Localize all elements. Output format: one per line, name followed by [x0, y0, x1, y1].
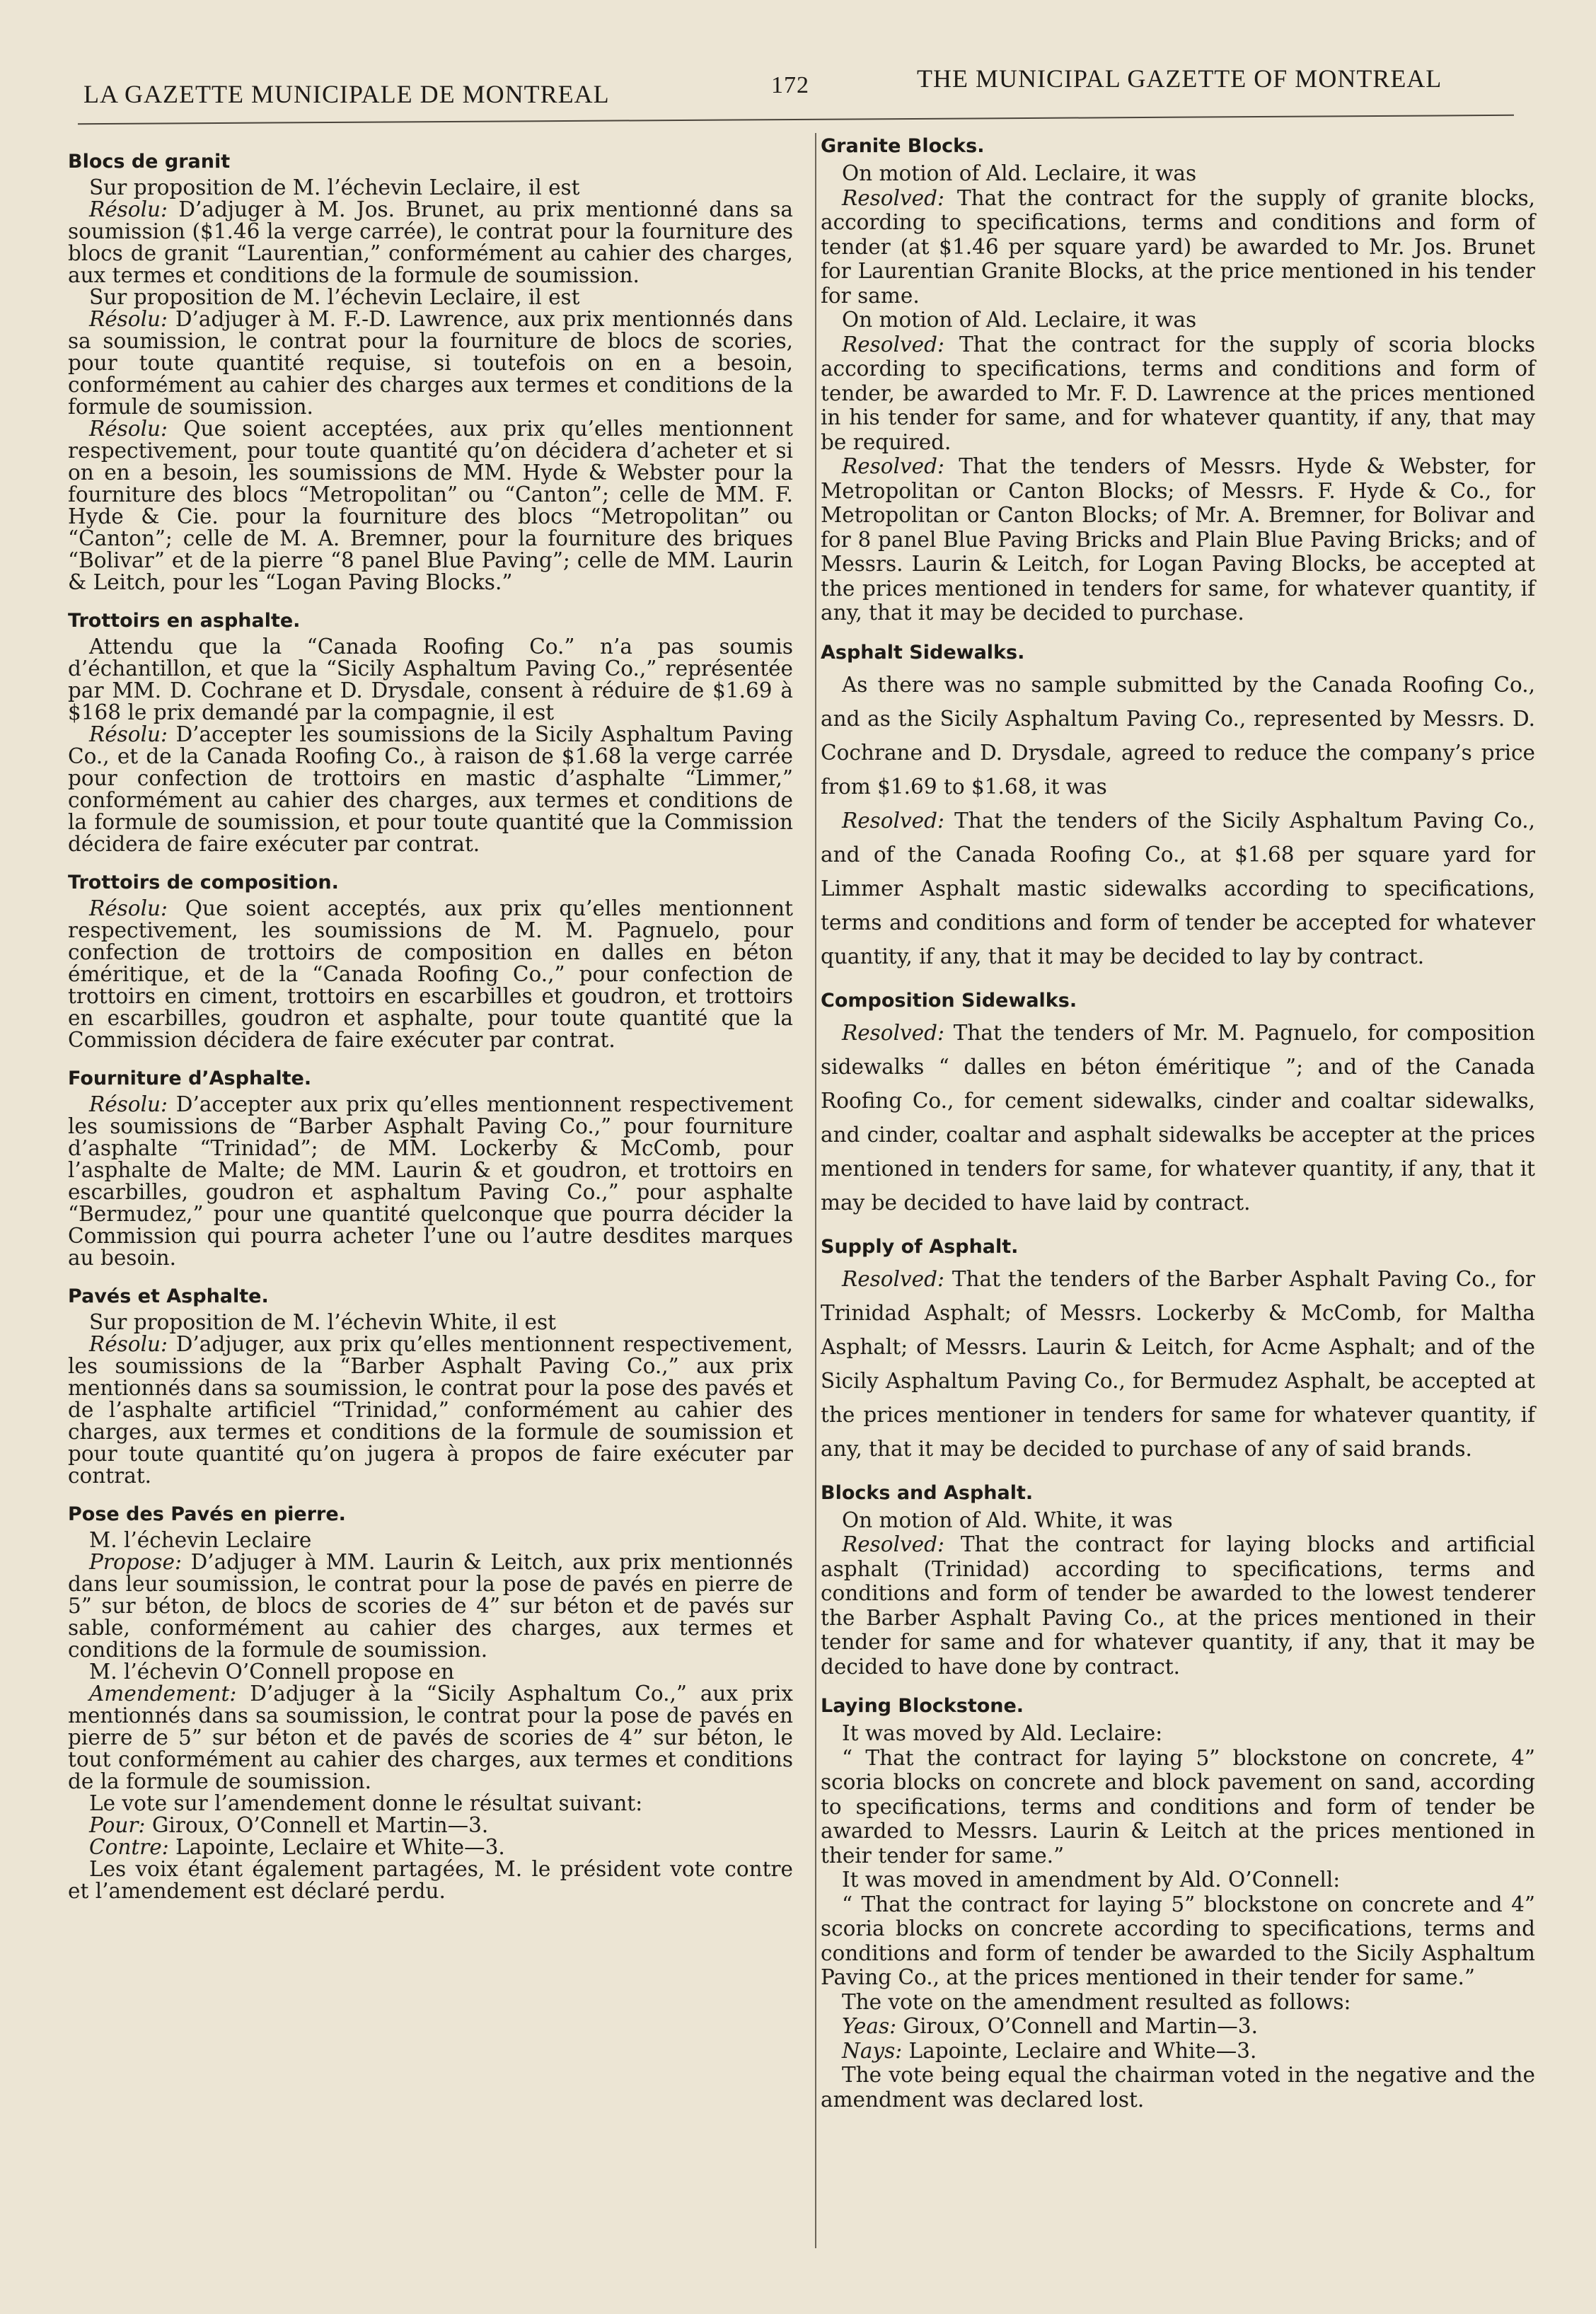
resolution-lead: Resolved: [842, 1266, 944, 1291]
resolution-lead: Resolved: [842, 1020, 944, 1045]
paragraph-text: “ That the contract for laying 5” blockstone on concrete and 4” scoria blocks on concrete according to specifications, terms and conditions and form of tender be awarded to the Sicily Asphaltum Paving Co., at the prices mentioned in their tender for same.” [821, 1892, 1535, 1989]
paragraph-text: That the tenders of the Sicily Asphaltum Paving Co., and of the Canada Roofing Co., at $1.68 per square yard for Limmer Asphalt mastic sidewalks according to specifications, terms and conditions and form of tender be accepted for whatever quantity, if any, that it may be decided to lay by contract. [821, 808, 1535, 968]
paragraph-text: As there was no sample submitted by the Canada Roofing Co., and as the Sicily Asphaltum Paving Co., represented by Messrs. D. Cochrane and D. Drysdale, agreed to reduce the company’s price from $1.69 to $1.68, it was [821, 672, 1535, 799]
paragraph-text: Les voix étant également partagées, M. le président vote contre et l’amendement est déclaré perdu. [68, 1857, 793, 1903]
paragraph-text: Lapointe, Leclaire et White—3. [168, 1835, 505, 1859]
french-section-heading: Trottoirs de composition. [68, 872, 339, 893]
paragraph-text: Sur proposition de M. l’échevin Leclaire, il est [89, 175, 580, 199]
masthead-english-title: THE MUNICIPAL GAZETTE OF MONTREAL [917, 64, 1442, 93]
french-paragraph [68, 1793, 793, 1815]
resolution-lead: Résolu: [89, 722, 168, 746]
paragraph-text: Que soient acceptées, aux prix qu’elles mentionnent respectivement, pour toute quantité qu’on décidera d’acheter et si on en a besoin, les soumissions de MM. Hyde & Webster pour la fourniture des blocs “Metropolitan” ou “Canton”; celle de MM. F. Hyde & Cie. pour la fourniture des blocs “Metropolitan” ou “Canton”; celle de M. A. Bremner, pour la fourniture des briques “Bolivar” et de la pierre “8 panel Blue Paving”; celle de MM. Laurin & Leitch, pour les “Logan Paving Blocks.” [68, 417, 793, 594]
english-paragraph [821, 1746, 1535, 1868]
french-section-heading: Blocs de granit [68, 151, 231, 173]
resolution-lead: Résolu: [89, 417, 168, 441]
paragraph-text: That the tenders of Mr. M. Pagnuelo, for composition sidewalks “ dalles en béton éméritique ”; and of the Canada Roofing Co., for cement sidewalks, cinder and coaltar sidewalks, and cinder, coaltar and asphalt sidewalks be accepter at the prices mentioned in tenders for same, for whatever quantity, if any, that it may be decided to have laid by contract. [821, 1020, 1535, 1215]
english-section-heading: Granite Blocks. [821, 135, 985, 157]
english-paragraph [821, 2063, 1535, 2112]
english-paragraph [821, 1721, 1535, 1746]
paragraph-text: M. l’échevin Leclaire [89, 1528, 312, 1552]
english-paragraph [821, 332, 1535, 455]
french-paragraph [68, 724, 793, 855]
english-section-heading: Supply of Asphalt. [821, 1235, 1019, 1258]
french-paragraph [68, 418, 793, 594]
english-paragraph [821, 804, 1535, 973]
paragraph-text: That the tenders of Messrs. Hyde & Webster, for Metropolitan or Canton Blocks; of Messrs. F. Hyde & Co., for Metropolitan or Canton Blocks; of Mr. A. Bremner, for Bolivar and for 8 panel Blue Paving Bricks and Plain Blue Paving Bricks; and of Messrs. Laurin & Leitch, for Logan Paving Blocks, be accepted at the prices mentioned in tenders for same, for whatever quantity, if any, that it may be decided to purchase. [821, 454, 1535, 625]
paragraph-text: D’adjuger, aux prix qu’elles mentionnent respectivement, les soumissions de la “Barber Asphalt Paving Co.,” aux prix mentionnés dans sa soumission, le contrat pour la pose des pavés et de l’asphalte artificiel “Trinidad,” conformément au cahier des charges, aux termes et conditions de la formule de soumission et pour toute quantité qu’on jugera à propos de faire exécuter par contrat. [68, 1332, 793, 1488]
english-paragraph [821, 1990, 1535, 2015]
resolution-lead: Propose: [89, 1550, 182, 1574]
resolution-lead: Resolved: [842, 332, 944, 357]
paragraph-text: That the tenders of the Barber Asphalt Paving Co., for Trinidad Asphalt; of Messrs. Lockerby & McComb, for Maltha Asphalt; of Messrs. Laurin & Leitch, for Acme Asphalt; and of the Sicily Asphaltum Paving Co., for Bermudez Asphalt, be accepted at the prices mentioner in tenders for same for whatever quantity, if any, that it may be decided to purchase of any of said brands. [821, 1266, 1535, 1461]
resolution-lead: Nays: [842, 2038, 903, 2063]
resolution-lead: Résolu: [89, 197, 168, 221]
french-paragraph [68, 1815, 793, 1836]
french-paragraph [68, 1858, 793, 1902]
english-paragraph [821, 2039, 1535, 2064]
french-paragraph [68, 287, 793, 308]
english-paragraph [821, 1868, 1535, 1892]
column-divider [815, 133, 816, 2248]
english-paragraph [821, 668, 1535, 804]
english-paragraph [821, 1016, 1535, 1220]
resolution-lead: Résolu: [89, 307, 168, 331]
french-section-heading: Fourniture d’Asphalte. [68, 1068, 312, 1089]
english-paragraph [821, 161, 1535, 186]
paragraph-text: D’adjuger à MM. Laurin & Leitch, aux prix mentionnés dans leur soumission, le contrat pour la pose de pavés en pierre de 5” sur béton, de blocs de scories de 4” sur béton et de pavés sur sable, conformément au cahier des charges, aux termes et conditions de la formule de soumission. [68, 1550, 793, 1662]
paragraph-text: D’accepter les soumissions de la Sicily Asphaltum Paving Co., et de la Canada Roofing Co., à raison de $1.68 la verge carrée pour confection de trottoirs en mastic d’asphalte “Limmer,” conformément au cahier des charges, aux termes et conditions de la formule de soumission, et pour toute quantité que la Commission décidera de faire exécuter par contrat. [68, 722, 793, 856]
french-paragraph [68, 1661, 793, 1683]
english-paragraph [821, 2014, 1535, 2039]
resolution-lead: Pour: [89, 1813, 146, 1837]
english-paragraph [821, 308, 1535, 332]
resolution-lead: Résolu: [89, 896, 168, 920]
paragraph-text: Attendu que la “Canada Roofing Co.” n’a pas soumis d’échantillon, et que la “Sicily Asphaltum Paving Co.,” représentée par MM. D. Cochrane et D. Drysdale, consent à réduire de $1.69 à $168 le prix demandé par la compagnie, il est [68, 635, 793, 724]
paragraph-text: On motion of Ald. Leclaire, it was [842, 161, 1197, 185]
paragraph-text: “ That the contract for laying 5” blockstone on concrete, 4” scoria blocks on concrete and block pavement on sand, according to specifications, terms and conditions and form of tender be awarded to Messrs. Laurin & Leitch at the prices mentioned in their tender for same.” [821, 1745, 1535, 1868]
french-paragraph [68, 1683, 793, 1793]
english-section-heading: Laying Blockstone. [821, 1695, 1024, 1717]
resolution-lead: Resolved: [842, 185, 944, 210]
paragraph-text: That the contract for the supply of granite blocks, according to specifications, terms and conditions and form of tender (at $1.46 per square yard) be awarded to Mr. Jos. Brunet for Laurentian Granite Blocks, at the price mentioned in his tender for same. [821, 185, 1535, 308]
masthead-french-title: LA GAZETTE MUNICIPALE DE MONTREAL [83, 80, 610, 108]
french-paragraph [68, 1529, 793, 1551]
paragraph-text: On motion of Ald. White, it was [842, 1508, 1173, 1532]
resolution-lead: Contre: [89, 1835, 169, 1859]
french-section-heading: Trottoirs en asphalte. [68, 610, 301, 632]
english-paragraph [821, 1508, 1535, 1533]
paragraph-text: Sur proposition de M. l’échevin Leclaire, il est [89, 285, 580, 309]
english-column [821, 134, 1535, 2112]
resolution-lead: Résolu: [89, 1092, 168, 1116]
paragraph-text: D’adjuger à M. Jos. Brunet, au prix mentionné dans sa soumission ($1.46 la verge carrée), le contrat pour la fourniture des blocs de granit “Laurentian,” conformément au cahier des charges, aux termes et conditions de la formule de soumission. [68, 197, 793, 287]
french-paragraph [68, 177, 793, 199]
french-paragraph [68, 308, 793, 418]
resolution-lead: Resolved: [842, 808, 944, 833]
resolution-lead: Amendement: [89, 1682, 237, 1706]
english-paragraph [821, 1262, 1535, 1466]
paragraph-text: Que soient acceptés, aux prix qu’elles mentionnent respectivement, les soumissions de M. M. Pagnuelo, pour confection de trottoirs de composition en dalles en béton éméritique, et de la “Canada Roofing Co.,” pour confection de trottoirs en ciment, trottoirs en escarbilles et goudron, et trottoirs en escarbilles, goudron et asphalte, pour toute quantité que la Commission décidera de faire exécuter par contrat. [68, 896, 793, 1052]
paragraph-text: Giroux, O’Connell and Martin—3. [896, 2014, 1258, 2038]
english-section-heading: Asphalt Sidewalks. [821, 641, 1025, 664]
page-number: 172 [771, 72, 809, 98]
paragraph-text: It was moved by Ald. Leclaire: [842, 1721, 1163, 1745]
english-section-heading: Blocks and Asphalt. [821, 1481, 1034, 1504]
paragraph-text: That the contract for laying blocks and artificial asphalt (Trinidad) according to specifications, terms and conditions and form of tender be awarded to the lowest tenderer the Barber Asphalt Paving Co., at the prices mentioned in their tender for same and for whatever quantity, if any, that it may be decided to have done by contract. [821, 1532, 1535, 1679]
paragraph-text: That the contract for the supply of scoria blocks according to specifications, terms and conditions and form of tender, be awarded to Mr. F. D. Lawrence at the prices mentioned in his tender for same, and for whatever quantity, if any, that may be required. [821, 332, 1535, 454]
french-paragraph [68, 1094, 793, 1269]
paragraph-text: Sur proposition de M. l’échevin White, il est [89, 1310, 557, 1334]
english-paragraph [821, 1892, 1535, 1990]
french-section-heading: Pose des Pavés en pierre. [68, 1503, 346, 1525]
english-section-heading: Composition Sidewalks. [821, 989, 1077, 1012]
french-paragraph [68, 1312, 793, 1334]
french-paragraph [68, 1334, 793, 1487]
paragraph-text: Lapointe, Leclaire and White—3. [902, 2038, 1257, 2063]
paragraph-text: It was moved in amendment by Ald. O’Connell: [842, 1868, 1341, 1892]
french-column [68, 150, 793, 1902]
paragraph-text: The vote being equal the chairman voted in the negative and the amendment was declared lost. [821, 2063, 1535, 2112]
french-paragraph [68, 898, 793, 1051]
french-section-heading: Pavés et Asphalte. [68, 1285, 269, 1307]
paragraph-text: Giroux, O’Connell et Martin—3. [145, 1813, 489, 1837]
paragraph-text: The vote on the amendment resulted as follows: [842, 1989, 1351, 2014]
masthead [78, 64, 1514, 120]
french-paragraph [68, 636, 793, 724]
paragraph-text: D’adjuger à la “Sicily Asphaltum Co.,” aux prix mentionnés dans sa soumission, le contrat pour la pose de pavés en pierre de 5” sur béton et de pavés de scories de 4” sur béton, le tout conformément au cahier des charges, aux termes et conditions de la formule de soumission. [68, 1682, 793, 1793]
french-paragraph [68, 199, 793, 287]
english-paragraph [821, 186, 1535, 308]
english-paragraph [821, 454, 1535, 625]
paragraph-text: On motion of Ald. Leclaire, it was [842, 308, 1197, 332]
paragraph-text: Le vote sur l’amendement donne le résultat suivant: [89, 1791, 643, 1815]
paragraph-text: M. l’échevin O’Connell propose en [89, 1660, 455, 1684]
resolution-lead: Resolved: [842, 1532, 944, 1556]
english-paragraph [821, 1532, 1535, 1679]
paragraph-text: D’adjuger à M. F.-D. Lawrence, aux prix mentionnés dans sa soumission, le contrat pour la fourniture de blocs de scories, pour toute quantité requise, si toutefois on en a besoin, conformément au cahier des charges aux termes et conditions de la formule de soumission. [68, 307, 793, 419]
resolution-lead: Résolu: [89, 1332, 168, 1356]
resolution-lead: Yeas: [842, 2014, 897, 2038]
french-paragraph [68, 1551, 793, 1661]
french-paragraph [68, 1836, 793, 1858]
paragraph-text: D’accepter aux prix qu’elles mentionnent respectivement les soumissions de “Barber Asphalt Paving Co.,” pour fourniture d’asphalte “Trinidad”; de MM. Lockerby & McComb, pour l’asphalte de Malte; de MM. Laurin & et goudron, et trottoirs en escarbilles, goudron et asphaltum Paving Co.,” pour asphalte “Bermudez,” pour une quantité quelconque que pourra décider la Commission qui pourra acheter l’une ou l’autre desdites marques au besoin. [68, 1092, 793, 1270]
resolution-lead: Resolved: [842, 454, 944, 478]
